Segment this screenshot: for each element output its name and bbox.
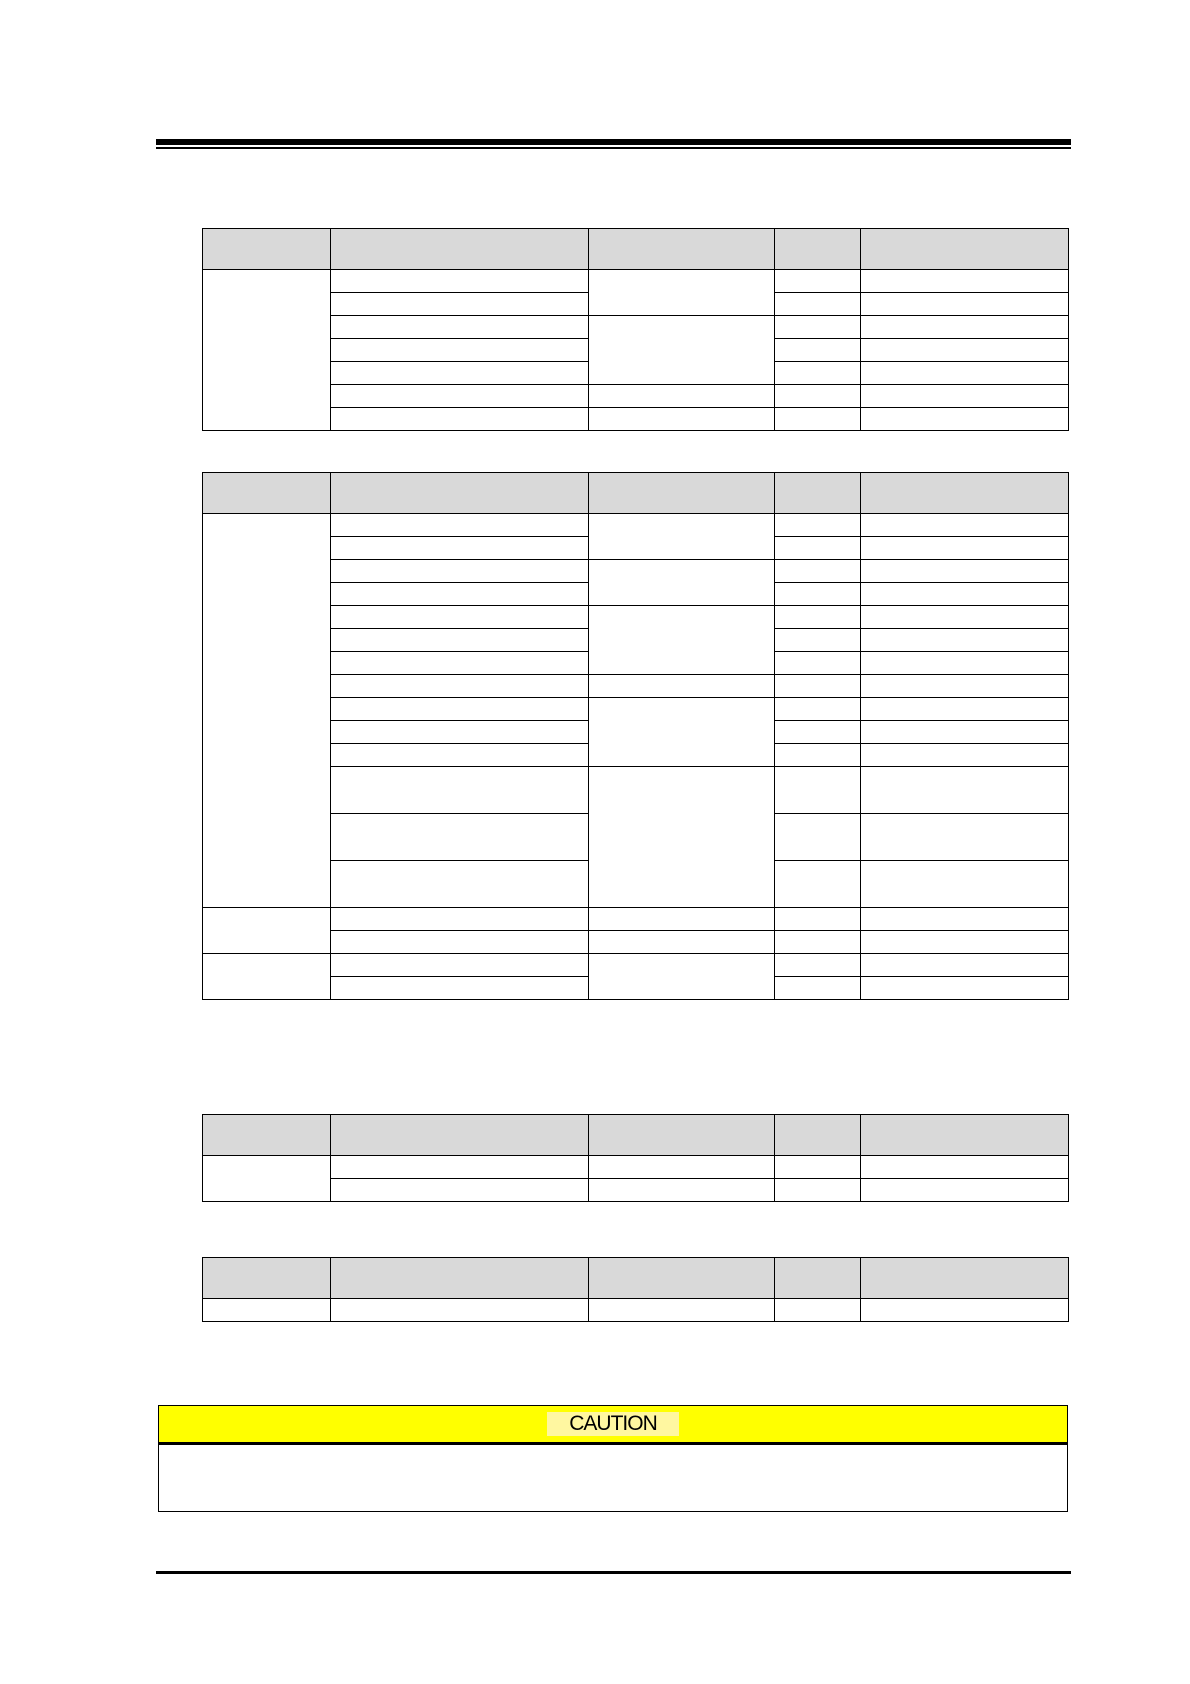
- table-header-row: [203, 229, 1069, 270]
- table-cell: [331, 362, 589, 385]
- table-cell: [861, 408, 1069, 431]
- table-cell: [589, 1156, 775, 1179]
- table-cell: [331, 652, 589, 675]
- table-cell: [331, 316, 589, 339]
- table-row: [203, 385, 1069, 408]
- table-cell: [775, 537, 861, 560]
- header-cell: [589, 229, 775, 270]
- table-cell: [331, 385, 589, 408]
- table-cell: [861, 675, 1069, 698]
- table-cell: [589, 931, 775, 954]
- table-cell: [861, 316, 1069, 339]
- table-cell: [331, 606, 589, 629]
- table-cell: [861, 560, 1069, 583]
- caution-header: [159, 1406, 1067, 1445]
- table-cell: [775, 861, 861, 908]
- spec-table-1: [202, 228, 1069, 431]
- group-cell: [203, 954, 331, 1000]
- table-cell: [589, 408, 775, 431]
- header-cell: [331, 1115, 589, 1156]
- table-cell: [589, 1179, 775, 1202]
- table-cell: [775, 767, 861, 814]
- table-cell: [589, 560, 775, 606]
- table-cell: [775, 1156, 861, 1179]
- table-cell: [775, 1179, 861, 1202]
- table-cell: [861, 861, 1069, 908]
- table-cell: [775, 606, 861, 629]
- table-cell: [775, 316, 861, 339]
- table-row: [203, 767, 1069, 814]
- table-cell: [861, 606, 1069, 629]
- table-cell: [331, 767, 589, 814]
- table-cell: [861, 977, 1069, 1000]
- table-row: [203, 514, 1069, 537]
- table-cell: [775, 583, 861, 606]
- table-cell: [775, 362, 861, 385]
- table-cell: [589, 270, 775, 316]
- header-cell: [203, 1115, 331, 1156]
- table-cell: [331, 814, 589, 861]
- table-cell: [331, 537, 589, 560]
- header-cell: [775, 1258, 861, 1299]
- table-cell: [331, 675, 589, 698]
- table-cell: [861, 721, 1069, 744]
- header-cell: [861, 1258, 1069, 1299]
- table-cell: [775, 698, 861, 721]
- table-cell: [589, 514, 775, 560]
- table-cell: [775, 954, 861, 977]
- table-cell: [775, 408, 861, 431]
- header-cell: [589, 1115, 775, 1156]
- header-cell: [331, 1258, 589, 1299]
- group-cell: [203, 1156, 331, 1202]
- header-cell: [861, 1115, 1069, 1156]
- table-cell: [861, 339, 1069, 362]
- table-cell: [775, 675, 861, 698]
- table-cell: [589, 698, 775, 767]
- header-cell: [203, 1258, 331, 1299]
- table-row: [203, 270, 1069, 293]
- table-row: [203, 908, 1069, 931]
- table-cell: [861, 270, 1069, 293]
- table-cell: [861, 1299, 1069, 1322]
- table-cell: [331, 698, 589, 721]
- table-cell: [331, 293, 589, 316]
- table-cell: [331, 1299, 589, 1322]
- table-cell: [775, 293, 861, 316]
- caution-label: CAUTION: [547, 1412, 679, 1436]
- table-cell: [589, 385, 775, 408]
- table-cell: [331, 954, 589, 977]
- header-cell: [775, 229, 861, 270]
- table-cell: [861, 1156, 1069, 1179]
- table-cell: [589, 954, 775, 1000]
- table-cell: [331, 583, 589, 606]
- table-row: [203, 1156, 1069, 1179]
- table-cell: [861, 954, 1069, 977]
- table-cell: [861, 931, 1069, 954]
- table-cell: [775, 385, 861, 408]
- table-cell: [775, 814, 861, 861]
- table-cell: [861, 767, 1069, 814]
- header-cell: [775, 473, 861, 514]
- table-cell: [861, 629, 1069, 652]
- table-cell: [775, 560, 861, 583]
- header-rule-thick: [156, 139, 1071, 145]
- table-row: [203, 931, 1069, 954]
- caution-box: [158, 1405, 1068, 1512]
- table-cell: [331, 908, 589, 931]
- table-header-row: [203, 1115, 1069, 1156]
- table-cell: [775, 629, 861, 652]
- table-cell: [861, 537, 1069, 560]
- footer-rule: [156, 1571, 1071, 1574]
- table-cell: [775, 514, 861, 537]
- header-cell: [589, 1258, 775, 1299]
- table-cell: [331, 560, 589, 583]
- table-cell: [589, 767, 775, 908]
- table-cell: [331, 931, 589, 954]
- header-cell: [589, 473, 775, 514]
- table-row: [203, 1179, 1069, 1202]
- table-cell: [589, 675, 775, 698]
- table-cell: [331, 977, 589, 1000]
- table-cell: [589, 606, 775, 675]
- spec-table-3: [202, 1114, 1069, 1202]
- header-cell: [203, 229, 331, 270]
- table-cell: [775, 721, 861, 744]
- header-cell: [775, 1115, 861, 1156]
- table-cell: [775, 744, 861, 767]
- table-cell: [775, 931, 861, 954]
- table-cell: [331, 270, 589, 293]
- table-cell: [861, 514, 1069, 537]
- header-cell: [331, 229, 589, 270]
- table-cell: [589, 1299, 775, 1322]
- table-cell: [775, 977, 861, 1000]
- spec-table-4: [202, 1257, 1069, 1322]
- table-cell: [775, 339, 861, 362]
- table-row: [203, 954, 1069, 977]
- table-row: [203, 1299, 1069, 1322]
- table-cell: [331, 721, 589, 744]
- table-cell: [589, 908, 775, 931]
- table-cell: [861, 385, 1069, 408]
- table-cell: [589, 316, 775, 385]
- table-row: [203, 316, 1069, 339]
- table-cell: [775, 270, 861, 293]
- table-cell: [861, 814, 1069, 861]
- table-cell: [861, 1179, 1069, 1202]
- group-cell: [203, 270, 331, 431]
- group-cell: [203, 908, 331, 954]
- table-header-row: [203, 473, 1069, 514]
- table-cell: [331, 1156, 589, 1179]
- header-rule-thin: [156, 147, 1071, 149]
- table-row: [203, 698, 1069, 721]
- table-row: [203, 408, 1069, 431]
- table-cell: [861, 583, 1069, 606]
- spec-table-2: [202, 472, 1069, 1000]
- table-cell: [331, 339, 589, 362]
- table-cell: [775, 652, 861, 675]
- header-cell: [331, 473, 589, 514]
- table-row: [203, 606, 1069, 629]
- table-header-row: [203, 1258, 1069, 1299]
- table-cell: [331, 629, 589, 652]
- table-cell: [331, 514, 589, 537]
- table-cell: [861, 744, 1069, 767]
- header-cell: [861, 473, 1069, 514]
- header-cell: [203, 473, 331, 514]
- table-cell: [331, 861, 589, 908]
- table-cell: [775, 908, 861, 931]
- table-cell: [861, 908, 1069, 931]
- table-cell: [861, 362, 1069, 385]
- table-row: [203, 560, 1069, 583]
- table-cell: [861, 698, 1069, 721]
- header-cell: [861, 229, 1069, 270]
- table-row: [203, 675, 1069, 698]
- group-cell: [203, 514, 331, 908]
- table-cell: [331, 1179, 589, 1202]
- table-cell: [861, 293, 1069, 316]
- table-cell: [775, 1299, 861, 1322]
- table-cell: [203, 1299, 331, 1322]
- table-cell: [331, 744, 589, 767]
- table-cell: [331, 408, 589, 431]
- table-cell: [861, 652, 1069, 675]
